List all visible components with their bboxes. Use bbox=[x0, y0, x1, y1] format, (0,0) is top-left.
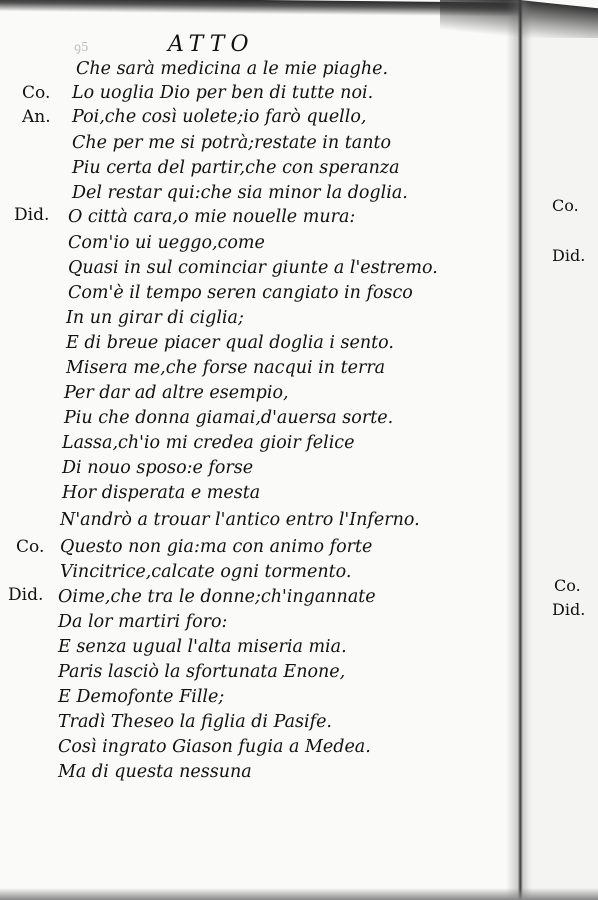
facing-speaker-label: Co. bbox=[552, 196, 579, 215]
verse-line: Lo uoglia Dio per ben di tutte noi. bbox=[72, 83, 374, 103]
verse-line: E Demofonte Fille; bbox=[58, 687, 225, 707]
facing-page bbox=[530, 38, 598, 900]
verse-line: Piu che donna giamai,d'auersa sorte. bbox=[64, 408, 394, 428]
speaker-label-did: Did. bbox=[8, 585, 44, 605]
verse-line: Paris lasciò la sfortunata Enone, bbox=[58, 662, 346, 682]
facing-speaker-label: Did. bbox=[552, 600, 586, 619]
verse-line: In un girar di ciglia; bbox=[66, 308, 244, 328]
verse-line: Vincitrice,calcate ogni tormento. bbox=[60, 562, 352, 582]
verse-line: Così ingrato Giason fugia a Medea. bbox=[58, 737, 371, 757]
verse-line: Poi,che così uolete;io farò quello, bbox=[72, 107, 367, 127]
verse-line: Com'io ui ueggo,come bbox=[68, 233, 265, 253]
speaker-label-did: Did. bbox=[14, 205, 50, 225]
verse-line: Che per me si potrà;restate in tanto bbox=[72, 133, 392, 153]
facing-speaker-label: Co. bbox=[554, 576, 581, 595]
speaker-label-an: An. bbox=[22, 107, 51, 127]
facing-speaker-label: Did. bbox=[552, 246, 586, 265]
page-bottom-edge bbox=[0, 888, 598, 900]
verse-line: Per dar ad altre esempio, bbox=[64, 383, 289, 403]
verse-line: Ma di questa nessuna bbox=[58, 762, 252, 782]
verse-line: Com'è il tempo seren cangiato in fosco bbox=[68, 283, 413, 303]
verse-line: E di breue piacer qual doglia i sento. bbox=[66, 333, 394, 353]
verse-line: Che sarà medicina a le mie piaghe. bbox=[76, 59, 389, 79]
book-gutter bbox=[506, 0, 532, 900]
speaker-label-co: Co. bbox=[22, 83, 51, 103]
verse-line: Oime,che tra le donne;ch'ingannate bbox=[58, 587, 376, 607]
verse-line: Quasi in sul cominciar giunte a l'estremo. bbox=[68, 258, 438, 278]
verse-line: Misera me,che forse nacqui in terra bbox=[66, 358, 386, 378]
verse-line: Questo non gia:ma con animo forte bbox=[60, 537, 373, 557]
verse-line: Tradì Theseo la figlia di Pasife. bbox=[58, 712, 332, 732]
verse-line: Di nouo sposo:e forse bbox=[62, 458, 254, 478]
verse-line: Hor disperata e mesta bbox=[62, 483, 261, 503]
speaker-label-co: Co. bbox=[16, 537, 45, 557]
verse-line: N'andrò a trouar l'antico entro l'Inferno. bbox=[60, 510, 420, 530]
verse-line: Lassa,ch'io mi credea gioir felice bbox=[62, 433, 355, 453]
bleed-through-mark: ꝯ5 bbox=[74, 40, 89, 54]
verse-line: O città cara,o mie nouelle mura: bbox=[68, 207, 356, 227]
verse-line: Da lor martiri foro: bbox=[58, 612, 228, 632]
verse-line: Piu certa del partir,che con speranza bbox=[72, 158, 400, 178]
verse-line: E senza ugual l'alta miseria mia. bbox=[58, 637, 347, 657]
verse-line: Del restar qui:che sia minor la doglia. bbox=[72, 183, 408, 203]
page-header: ATTO bbox=[168, 32, 255, 57]
